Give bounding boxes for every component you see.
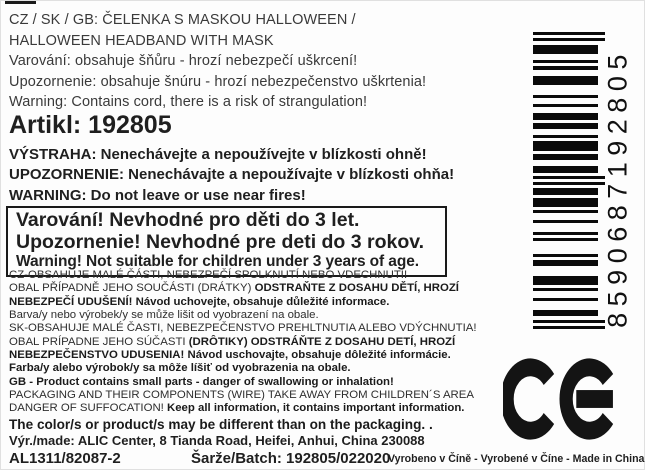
small-print-line: OBAL PŘÍPADNĚ JEHO SOUČÁSTI (DRÁTKY) ODSTRAŇTE Z DOSAHU DĚTÍ, HROZÍ [9, 282, 459, 295]
barcode-number: 8590687192805 [602, 48, 633, 328]
age-warning-en: Warning! Not suitable for children under 3 years of age. [16, 253, 419, 270]
age-warning-cz: Varování! Nevhodné pro děti do 3 let. [16, 209, 360, 231]
fire-warning-en: WARNING: Do not leave or use near fires! [9, 186, 306, 204]
ce-mark-icon [503, 355, 617, 443]
cord-warning-sk: Upozornenie: obsahuje šnúru - hrozí nebezpečenstvo uškrtenia! [9, 73, 427, 90]
small-print-line: NEBEZPEČENSTVO UDUSENIA! Návod uschovajte, obsahuje dôležité informácie. [9, 349, 451, 362]
product-title-block [9, 10, 426, 113]
small-print-line: Farba/y alebo výrobok/y sa môže líšiť od vyobrazenia na obale. [9, 362, 351, 375]
product-title-en: HALLOWEEN HEADBAND WITH MASK [9, 32, 274, 49]
label-corner-mark [5, 1, 36, 4]
safety-small-print [9, 269, 477, 433]
cord-warning-cz: Varování: obsahuje šňůru - hrozí nebezpečí uškrcení! [9, 53, 358, 70]
small-print-line: The color/s or product/s may be different than on the packaging. . [9, 416, 433, 432]
manufacturer-line: Výr./made: ALIC Center, 8 Tianda Road, Heifei, Anhui, China 230088 [9, 433, 425, 448]
small-print-line: PACKAGING AND THEIR COMPONENTS (WIRE) TAKE AWAY FROM CHILDREN´S AREA [9, 389, 474, 402]
product-code: AL1311/82087-2 [9, 450, 121, 467]
made-in-line: Vyrobeno v Číně - Vyrobené v Číne - Made in China [388, 453, 645, 465]
small-print-line: Barva/y nebo výrobek/y se může lišit od vyobrazení na obale. [9, 309, 319, 322]
small-print-line: SK-OBSAHUJE MALÉ ČASTI, NEBEZPEČENSTVO PREHLTNUTIA ALEBO VDÝCHNUTIA! [9, 322, 477, 335]
small-print-line: NEBEZPEČÍ UDUŠENÍ! Návod uchovejte, obsahuje důležité informace. [9, 295, 390, 308]
age-warning-sk: Upozornenie! Nevhodné pre deti do 3 rokov. [16, 230, 425, 253]
small-print-line: DANGER OF SUFFOCATION! Keep all information, it contains important information. [9, 402, 465, 415]
batch-number: Šarže/Batch: 192805/022020 [191, 450, 391, 467]
age-warning-box [6, 206, 447, 277]
small-print-line: GB - Product contains small parts - danger of swallowing or inhalation! [9, 375, 394, 388]
product-title-cz-sk: CZ / SK / GB: ČELENKA S MASKOU HALLOWEEN / [9, 12, 356, 28]
fire-warning-sk: UPOZORNENIE: Nenechávajte a nepoužívajte v blízkosti ohňa! [9, 166, 455, 184]
small-print-line: OBAL PRÍPADNE JEHO SÚČASTI (DRÔTIKY) ODSTRÁŇTE Z DOSAHU DETÍ, HROZÍ [9, 335, 456, 348]
fire-warning-cz: VÝSTRAHA: Nenechávejte a nepoužívejte v blízkosti ohně! [9, 146, 427, 163]
article-number: Artikl: 192805 [9, 111, 172, 139]
fire-warning-block [9, 145, 454, 206]
barcode-stripe [533, 326, 605, 329]
cord-warning-en: Warning: Contains cord, there is a risk of strangulation! [9, 94, 368, 111]
ean13-barcode [533, 32, 605, 329]
small-print-line: CZ-OBSAHUJE MALÉ ČÁSTI, NEBEZPEČÍ SPOLKNUTÍ NEBO VDECHNUTÍ! [9, 269, 408, 281]
